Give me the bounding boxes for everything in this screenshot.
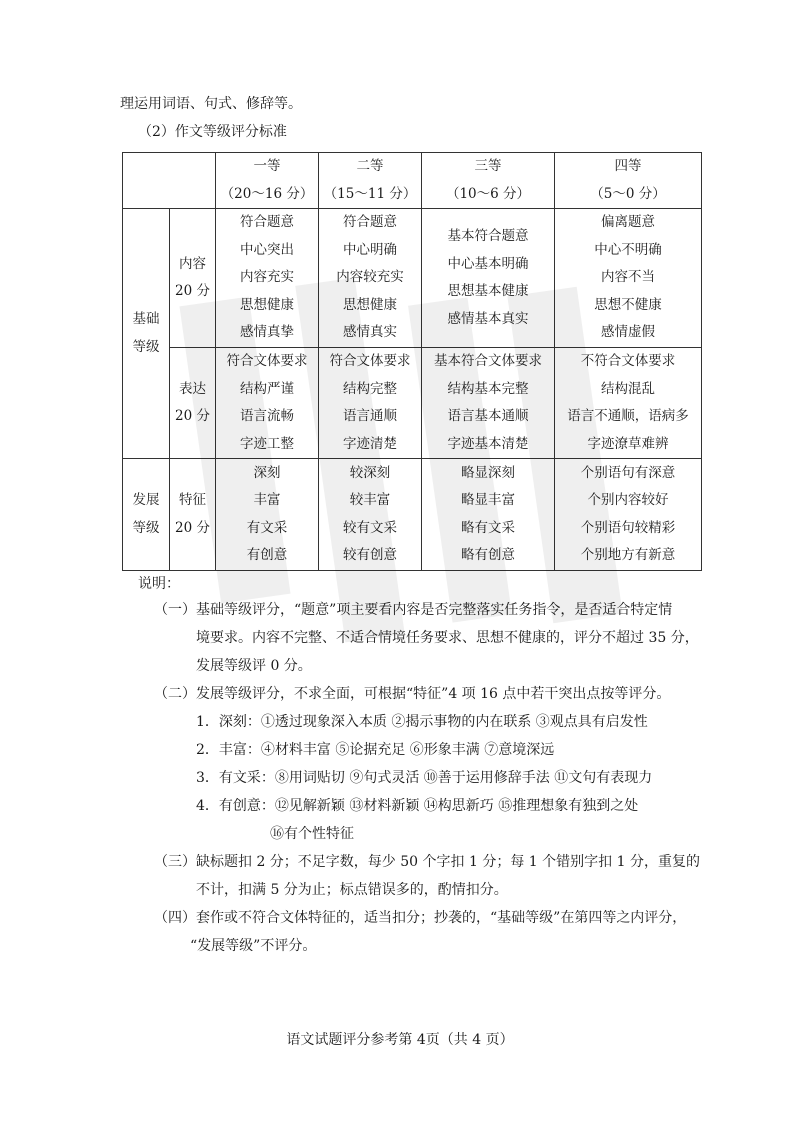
table-row-content — [123, 209, 702, 348]
corner-cell — [123, 153, 216, 209]
criterion: 略有文采 — [461, 519, 515, 536]
criterion: 丰富 — [253, 492, 281, 508]
grade-range: （10～6 分） — [445, 185, 531, 202]
criterion: 思想健康 — [240, 296, 294, 313]
note-2-sub-3: 3．有文采：⑧用词贴切 ⑨句式灵活 ⑩善于运用修辞手法 ⑪文句有表现力 — [196, 770, 653, 786]
criterion: 个别语句有深意 — [580, 464, 676, 481]
label-line: 内容 — [179, 255, 206, 272]
content-cell — [555, 209, 702, 348]
grade-name: 三等 — [474, 158, 502, 174]
label-line: 特征 — [179, 492, 206, 508]
label-line: 等级 — [132, 519, 160, 536]
note-2-sub-4-cont: ⑯有个性特征 — [270, 826, 354, 842]
content-cell — [422, 209, 555, 348]
table-header-row — [123, 153, 702, 209]
note-3-line-2: 不计，扣满 5 分为止；标点错误多的，酌情扣分。 — [196, 882, 508, 898]
label-line: 表达 — [179, 380, 206, 397]
criterion: 个别内容较好 — [587, 492, 669, 508]
feature-cell — [319, 459, 422, 571]
page-footer: 语文试题评分参考第 4页（共 4 页） — [286, 1032, 514, 1048]
criterion: 语言不通顺，语病多 — [567, 408, 689, 424]
criterion: 较丰富 — [349, 492, 391, 508]
criterion: 略有创意 — [461, 547, 515, 563]
intro-line: 理运用词语、句式、修辞等。 — [120, 96, 302, 112]
note-3-line-1: （三）缺标题扣 2 分；不足字数，每少 50 个字扣 1 分；每 1 个错别字扣 1 分，重复的 — [154, 854, 700, 870]
criterion: 略显丰富 — [461, 492, 515, 508]
note-2: （二）发展等级评分，不求全面，可根据“特征”4 项 16 点中若干突出点按等评分。 — [154, 686, 671, 702]
grade-name: 四等 — [614, 158, 642, 174]
feature-cell — [216, 459, 319, 571]
label-line: 20 分 — [175, 408, 210, 424]
expression-cell — [319, 348, 422, 459]
label-line: 20 分 — [175, 519, 210, 536]
criterion: 符合题意 — [240, 214, 294, 231]
criterion: 中心明确 — [343, 241, 397, 258]
criterion: 思想不健康 — [594, 296, 662, 313]
criterion: 基本符合文体要求 — [434, 353, 542, 369]
content-label — [170, 209, 216, 348]
criterion: 感情真挚 — [240, 324, 294, 341]
criterion: 字迹潦草难辨 — [587, 435, 669, 452]
grade-header — [216, 153, 319, 209]
note-4-line-2: “发展等级”不评分。 — [190, 938, 317, 954]
criterion: 思想健康 — [343, 296, 397, 313]
table-row-expression — [123, 348, 702, 459]
criterion: 内容充实 — [240, 269, 294, 286]
criterion: 字迹工整 — [240, 435, 294, 452]
note-2-sub-2: 2．丰富：④材料丰富 ⑤论据充足 ⑥形象丰满 ⑦意境深远 — [196, 742, 555, 758]
criterion: 深刻 — [253, 464, 281, 481]
label-line: 20 分 — [175, 283, 210, 299]
criterion: 中心不明确 — [594, 241, 662, 258]
criterion: 字迹基本清楚 — [447, 435, 529, 452]
criterion: 中心基本明确 — [447, 255, 529, 272]
criterion: 内容不当 — [601, 269, 655, 286]
criterion: 偏离题意 — [601, 214, 655, 231]
feature-label — [170, 459, 216, 571]
criterion: 略显深刻 — [461, 464, 515, 481]
criterion: 结构完整 — [343, 380, 397, 397]
grade-range: （5～0 分） — [590, 185, 666, 202]
section-title: （2）作文等级评分标准 — [138, 124, 287, 140]
notes-heading: 说明： — [138, 576, 180, 592]
content-cell — [319, 209, 422, 348]
basic-level-label — [123, 209, 170, 459]
criterion: 有文采 — [246, 519, 288, 536]
criterion: 中心突出 — [240, 241, 294, 258]
criterion: 较有创意 — [343, 547, 397, 563]
criterion: 内容较充实 — [336, 269, 404, 286]
criterion: 感情基本真实 — [447, 310, 529, 327]
criterion: 语言通顺 — [343, 408, 397, 424]
criterion: 有创意 — [246, 547, 288, 563]
develop-level-label — [123, 459, 170, 571]
criterion: 结构基本完整 — [447, 380, 529, 397]
expression-cell — [422, 348, 555, 459]
expression-cell — [555, 348, 702, 459]
criterion: 思想基本健康 — [447, 283, 529, 299]
criterion: 语言基本通顺 — [447, 408, 529, 424]
criterion: 语言流畅 — [240, 408, 294, 424]
grading-table — [122, 152, 702, 571]
content-cell — [216, 209, 319, 348]
label-line: 基础 — [132, 311, 160, 327]
grade-range: （15～11 分） — [323, 185, 417, 202]
criterion: 个别语句较精彩 — [580, 519, 676, 536]
table-row-feature — [123, 459, 702, 571]
grade-header — [422, 153, 555, 209]
criterion: 基本符合题意 — [447, 228, 529, 244]
grade-range: （20～16 分） — [220, 185, 314, 202]
grade-header — [319, 153, 422, 209]
criterion: 较有文采 — [343, 519, 397, 536]
criterion: 符合题意 — [343, 214, 397, 231]
note-1-line-1: （一）基础等级评分，“题意”项主要看内容是否完整落实任务指令，是否适合特定情 — [154, 602, 673, 618]
criterion: 感情虚假 — [601, 324, 655, 341]
grade-name: 二等 — [356, 158, 384, 174]
expression-label — [170, 348, 216, 459]
criterion: 符合文体要求 — [329, 353, 411, 369]
criterion: 结构混乱 — [601, 380, 655, 397]
grade-name: 一等 — [253, 158, 281, 174]
note-2-sub-1: 1．深刻：①透过现象深入本质 ②揭示事物的内在联系 ③观点具有启发性 — [196, 714, 648, 730]
feature-cell — [422, 459, 555, 571]
expression-cell — [216, 348, 319, 459]
criterion: 符合文体要求 — [226, 353, 308, 369]
grade-header — [555, 153, 702, 209]
note-1-line-2: 境要求。内容不完整、不适合情境任务要求、思想不健康的，评分不超过 35 分， — [196, 630, 699, 646]
criterion: 个别地方有新意 — [580, 547, 676, 563]
note-1-line-3: 发展等级评 0 分。 — [196, 658, 312, 674]
criterion: 感情真实 — [343, 324, 397, 341]
criterion: 较深刻 — [349, 464, 391, 481]
note-4-line-1: （四）套作或不符合文体特征的，适当扣分；抄袭的，“基础等级”在第四等之内评分， — [154, 910, 687, 926]
label-line: 等级 — [132, 338, 160, 355]
criterion: 字迹清楚 — [343, 435, 397, 452]
feature-cell — [555, 459, 702, 571]
note-2-sub-4: 4．有创意：⑫见解新颖 ⑬材料新颖 ⑭构思新巧 ⑮推理想象有独到之处 — [196, 798, 639, 814]
criterion: 不符合文体要求 — [580, 353, 676, 369]
criterion: 结构严谨 — [240, 380, 294, 397]
label-line: 发展 — [132, 492, 160, 508]
